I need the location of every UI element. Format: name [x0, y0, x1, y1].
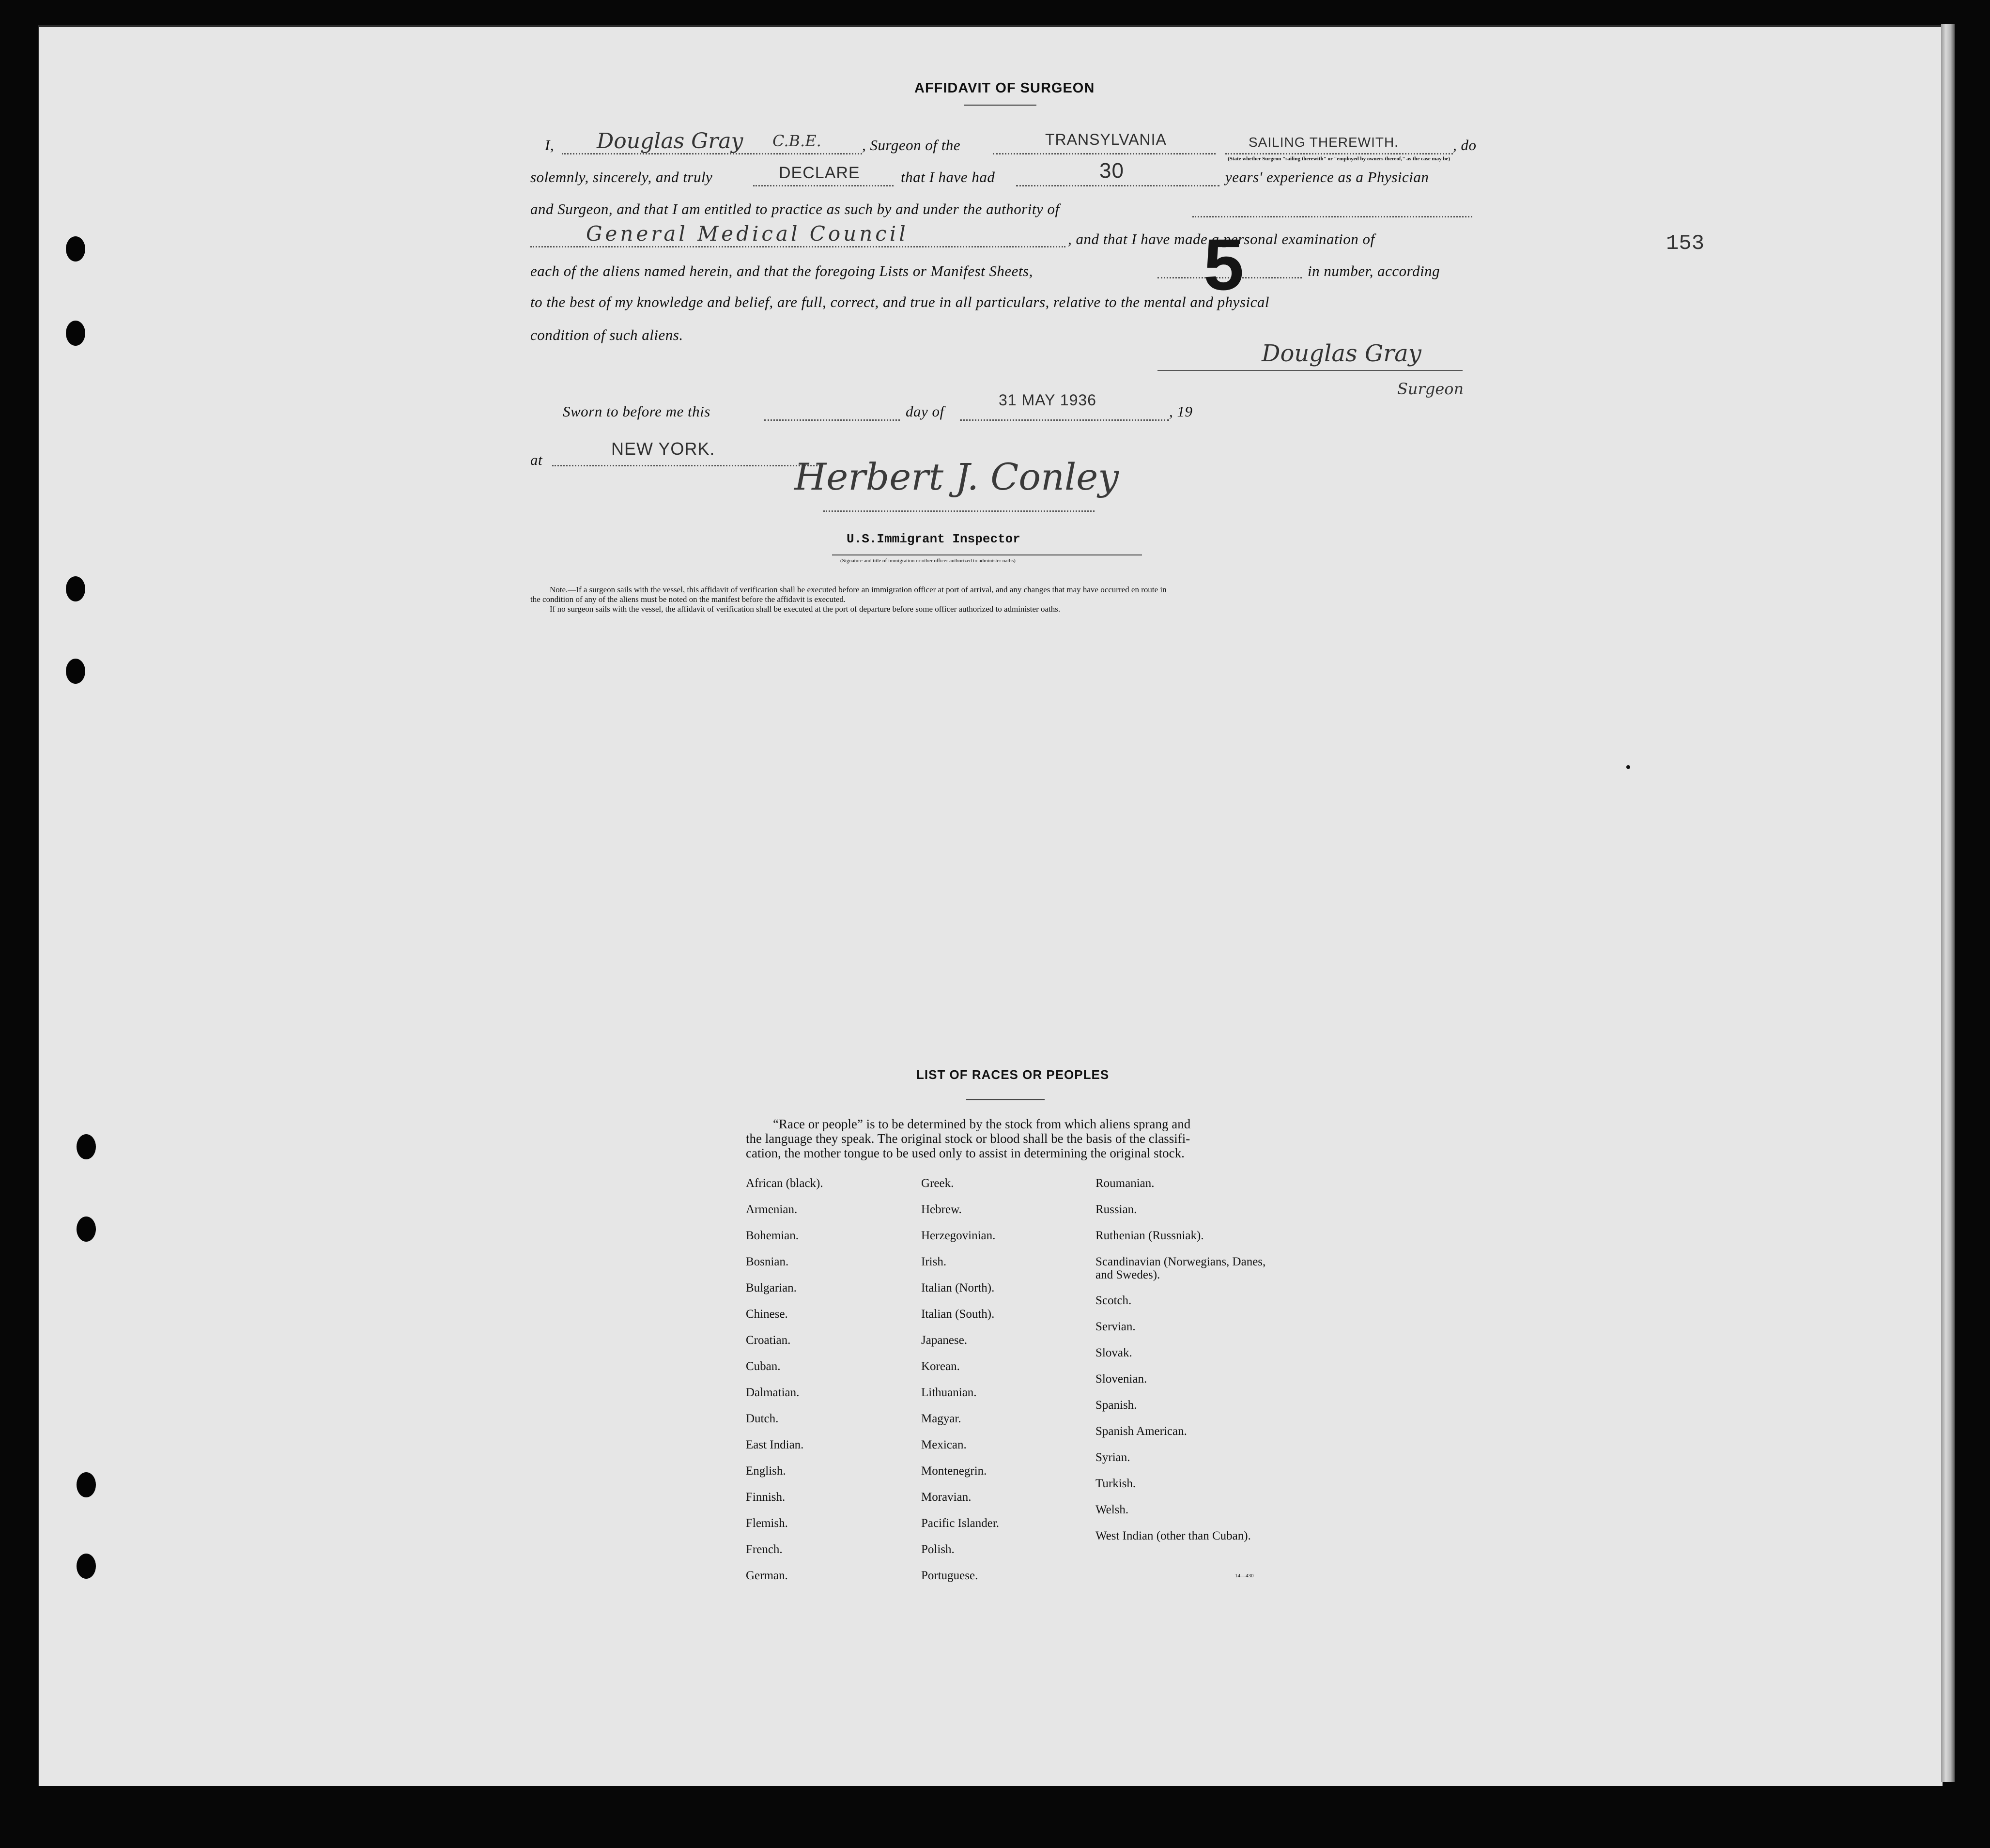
sheets-count-stamp: 5: [1203, 224, 1244, 305]
race-item: Roumanian.: [1095, 1177, 1155, 1190]
race-item: Chinese.: [746, 1308, 788, 1321]
status-field: [1225, 153, 1453, 154]
race-item: Finnish.: [746, 1491, 786, 1504]
binder-hole: [66, 321, 85, 346]
sworn-day-of: day of: [906, 403, 944, 420]
sworn-date-stamp: 31 MAY 1936: [999, 391, 1096, 409]
line5-prefix: each of the aliens named herein, and that the foregoing Lists or Manifest Sheets,: [530, 262, 1033, 279]
vessel-name-stamp: TRANSYLVANIA: [1045, 131, 1167, 148]
races-intro-2: the language they speak. The original stock or blood shall be the basis of the classifi-: [746, 1131, 1190, 1146]
line1-prefix: I,: [545, 137, 555, 154]
line7: condition of such aliens.: [530, 326, 683, 343]
inspector-title-rule: [832, 554, 1142, 555]
race-item: Italian (North).: [921, 1281, 995, 1294]
race-item: Scandinavian (Norwegians, Danes, and Swedes).: [1095, 1255, 1266, 1281]
race-item: East Indian.: [746, 1438, 804, 1451]
race-item: Flemish.: [746, 1517, 788, 1530]
place-stamp: NEW YORK.: [611, 439, 715, 459]
line6: to the best of my knowledge and belief, are full, correct, and true in all particulars, relative to the mental and physical: [530, 293, 1269, 310]
race-item: Polish.: [921, 1543, 955, 1556]
races-title: LIST OF RACES OR PEOPLES: [916, 1067, 1110, 1082]
races-column-1: [746, 1177, 906, 1595]
page-number: 153: [1666, 231, 1705, 256]
sworn-month-field: [960, 419, 1169, 421]
race-item: Russian.: [1095, 1203, 1137, 1216]
at-label: at: [530, 451, 543, 468]
surgeon-honours-handwritten: C.B.E.: [772, 132, 821, 150]
race-item: Pacific Islander.: [921, 1517, 1000, 1530]
races-title-rule: [966, 1099, 1045, 1100]
inspector-signature: Herbert J. Conley: [794, 455, 1119, 498]
races-column-3: [1095, 1177, 1280, 1568]
sworn-year-prefix: , 19: [1169, 403, 1193, 420]
race-item: Scotch.: [1095, 1294, 1132, 1307]
binder-hole: [77, 1134, 96, 1159]
line5-suffix: in number, according: [1308, 262, 1440, 279]
race-item: Armenian.: [746, 1203, 798, 1216]
race-item: English.: [746, 1464, 786, 1478]
line4-text: , and that I have made a personal examination of: [1068, 231, 1375, 247]
race-item: Bulgarian.: [746, 1281, 797, 1294]
race-item: Bohemian.: [746, 1229, 799, 1242]
race-item: Dutch.: [746, 1412, 779, 1425]
line2-suffix: years' experience as a Physician: [1225, 169, 1429, 185]
race-item: Herzegovinian.: [921, 1229, 996, 1242]
race-item: Montenegrin.: [921, 1464, 987, 1478]
races-intro-1: “Race or people” is to be determined by the stock from which aliens sprang and: [773, 1117, 1191, 1131]
surgeon-name-handwritten: Douglas Gray: [597, 129, 743, 154]
authority-field: [1192, 216, 1472, 217]
note-line-3: If no surgeon sails with the vessel, the affidavit of verification shall be executed at the port of departure before some officer authorized to administer oaths.: [550, 604, 1061, 614]
status-stamp: SAILING THEREWITH.: [1249, 135, 1399, 150]
race-item: Magyar.: [921, 1412, 961, 1425]
race-item: Slovak.: [1095, 1346, 1132, 1359]
race-item: Croatian.: [746, 1334, 791, 1347]
race-item: Servian.: [1095, 1320, 1136, 1333]
race-item: Bosnian.: [746, 1255, 789, 1268]
line3: and Surgeon, and that I am entitled to practice as such by and under the authority of: [530, 200, 1060, 217]
inspector-title: U.S.Immigrant Inspector: [847, 532, 1020, 546]
race-item: African (black).: [746, 1177, 823, 1190]
race-item: French.: [746, 1543, 783, 1556]
status-note: (State whether Surgeon "sailing therewith" or "employed by owners thereof," as the case may be): [1228, 156, 1450, 162]
inspector-signature-line: [823, 510, 1095, 512]
sheet-right-edge: [1941, 24, 1955, 1782]
note-line-2: the condition of any of the aliens must be noted on the manifest before the affidavit is executed.: [530, 595, 846, 604]
form-code: 14—430: [1235, 1573, 1254, 1579]
races-intro-3: cation, the mother tongue to be used only to assist in determining the original stock.: [746, 1146, 1185, 1160]
years-field: [1016, 185, 1219, 186]
authority-handwritten: General Medical Council: [586, 222, 909, 246]
declare-field: [753, 185, 894, 186]
race-item: Mexican.: [921, 1438, 967, 1451]
binder-hole: [77, 1217, 96, 1242]
binder-hole: [66, 236, 85, 262]
authority-field-2: [530, 246, 1065, 247]
race-item: Portuguese.: [921, 1569, 978, 1582]
line1-suffix: , do: [1453, 137, 1477, 154]
line2-prefix: solemnly, sincerely, and truly: [530, 169, 713, 185]
race-item: Lithuanian.: [921, 1386, 977, 1399]
vessel-field: [993, 153, 1216, 154]
declare-stamp: DECLARE: [779, 164, 860, 182]
race-item: Irish.: [921, 1255, 947, 1268]
race-item: Cuban.: [746, 1360, 781, 1373]
surgeon-caption: Surgeon: [1397, 380, 1464, 398]
race-item: German.: [746, 1569, 788, 1582]
race-item: Italian (South).: [921, 1308, 995, 1321]
line2-middle: that I have had: [901, 169, 995, 185]
binder-hole: [77, 1554, 96, 1579]
race-item: Japanese.: [921, 1334, 968, 1347]
years-value: 30: [1099, 159, 1124, 183]
race-item: Syrian.: [1095, 1451, 1130, 1464]
line1-surgeon-of: , Surgeon of the: [862, 137, 961, 154]
sworn-day-field: [764, 419, 900, 421]
note-line-1: Note.—If a surgeon sails with the vessel, this affidavit of verification shall be executed before an immigration officer at port of arrival, and any changes that may have occurred en route in: [550, 585, 1167, 594]
inspector-caption: (Signature and title of immigration or other officer authorized to administer oaths): [840, 558, 1016, 564]
place-field: [552, 465, 823, 466]
race-item: Korean.: [921, 1360, 960, 1373]
races-column-2: [921, 1177, 1081, 1595]
race-item: Spanish American.: [1095, 1425, 1187, 1438]
race-item: Slovenian.: [1095, 1372, 1147, 1386]
race-item: Welsh.: [1095, 1503, 1129, 1516]
binder-hole: [77, 1472, 96, 1497]
race-item: Hebrew.: [921, 1203, 962, 1216]
race-item: Dalmatian.: [746, 1386, 800, 1399]
race-item: Spanish.: [1095, 1399, 1137, 1412]
title-rule: [964, 105, 1036, 106]
affidavit-title: AFFIDAVIT OF SURGEON: [914, 80, 1095, 96]
binder-hole: [66, 576, 85, 601]
surgeon-signature-line: [1157, 370, 1463, 371]
sworn-prefix: Sworn to before me this: [563, 403, 710, 420]
race-item: Ruthenian (Russniak).: [1095, 1229, 1204, 1242]
binder-hole: [66, 659, 85, 684]
surgeon-signature: Douglas Gray: [1262, 340, 1421, 367]
race-item: Moravian.: [921, 1491, 972, 1504]
race-item: Turkish.: [1095, 1477, 1136, 1490]
race-item: West Indian (other than Cuban).: [1095, 1529, 1251, 1542]
stray-dot: [1626, 765, 1630, 769]
race-item: Greek.: [921, 1177, 954, 1190]
